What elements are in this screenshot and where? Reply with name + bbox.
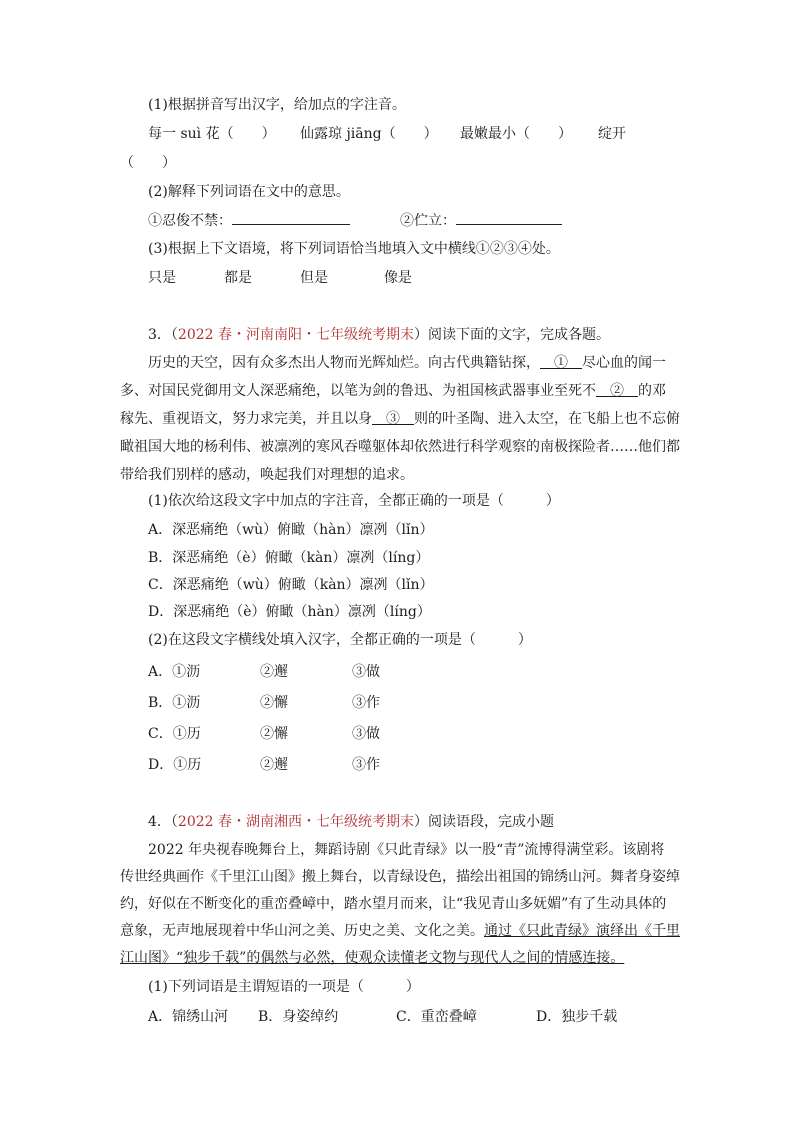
q2-fill-1: 每一 suì 花（ ）	[148, 126, 276, 142]
q3-sub2-option-b[interactable]	[148, 693, 200, 713]
q4-source: 2022 春・湖南湘西・七年级统考期末	[177, 814, 415, 830]
q3-sub1: (1)依次给这段文字中加点的字注音，全都正确的一项是（ ）	[148, 493, 560, 509]
option-part: C．①历	[148, 726, 201, 742]
passage-text: 历史的天空，因有众多杰出人物而光辉灿烂。向古代典籍钻探，	[148, 355, 540, 371]
q3-number: 3．（	[148, 327, 178, 343]
answer-blank[interactable]	[456, 210, 562, 225]
q4-passage-line-3: 约，好似在不断变化的重峦叠嶂中，踏水望月而来，让“我见青山多妩媚”有了生动具体的	[120, 896, 667, 912]
q2-fill-4-wrap: （ ）	[120, 155, 176, 171]
q3-passage-line-2	[120, 381, 666, 401]
q3-sub2-option-c-3: ③做	[352, 726, 380, 742]
q3-sub2-option-a-2: ②邂	[260, 664, 288, 680]
q3-passage-line-3	[120, 409, 680, 429]
q2-sub1: (1)根据拼音写出汉字，给加点的字注音。	[148, 97, 406, 113]
q3-sub1-option-d[interactable]: D．深恶痛绝（è）俯瞰（hàn）凛冽（líng）	[148, 604, 431, 620]
q3-sub2-option-b-3: ③作	[352, 695, 380, 711]
q4-sub1-option-d[interactable]: D．独步千载	[536, 1009, 618, 1025]
q4-sub1: (1)下列词语是主谓短语的一项是（ ）	[148, 979, 420, 995]
underlined-sentence: 通过《只此青绿》演绎出《千里	[484, 923, 680, 939]
q3-passage-line-5: 带给我们别样的感动，唤起我们对理想的追求。	[120, 467, 414, 483]
passage-text: 则的叶圣陶、进入太空，在飞船上也不忘俯	[414, 411, 680, 427]
q3-sub1-option-b[interactable]: B．深恶痛绝（è）俯瞰（kàn）凛冽（líng）	[148, 550, 430, 566]
passage-text: 稼先、重视语文，努力求完美，并且以身	[120, 411, 372, 427]
q2-word-3: 但是	[300, 270, 328, 286]
q2-def1-label: ①忍俊不禁：	[148, 213, 232, 229]
q2-word-4: 像是	[384, 270, 412, 286]
option-part: D．①历	[148, 757, 202, 773]
passage-text: 意象，无声地展现着中华山河之美、历史之美、文化之美。	[120, 923, 484, 939]
passage-blank-1	[540, 355, 582, 371]
option-part: B．①沥	[148, 695, 201, 711]
q2-word-2: 都是	[224, 270, 252, 286]
q3-sub2: (2)在这段文字横线处填入汉字，全都正确的一项是（ ）	[148, 632, 532, 648]
q2-sub2: (2)解释下列词语在文中的意思。	[148, 184, 350, 200]
blank-marker: ③	[386, 411, 400, 427]
q2-fill-3: 最嫩最小（ ）	[460, 126, 572, 142]
q3-sub2-option-a[interactable]	[148, 662, 200, 682]
q3-source: 2022 春・河南南阳・七年级统考期末	[177, 327, 415, 343]
q3-sub1-option-a[interactable]: A．深恶痛绝（wù）俯瞰（hàn）凛冽（lǐn）	[148, 522, 434, 538]
q2-sub3: (3)根据上下文语境，将下列词语恰当地填入文中横线①②③④处。	[148, 241, 560, 257]
passage-blank-2	[596, 383, 638, 399]
q3-sub2-option-d[interactable]	[148, 755, 201, 775]
q4-passage-line-4	[120, 921, 680, 941]
q2-def2-label: ②伫立：	[400, 213, 456, 229]
q2-def2	[400, 210, 562, 231]
q3-header	[148, 325, 610, 345]
passage-blank-3	[372, 411, 414, 427]
q4-number: 4．（	[148, 814, 178, 830]
q4-header	[148, 812, 554, 832]
q4-sub1-option-a[interactable]: A．锦绣山河	[148, 1009, 229, 1025]
q2-def1	[148, 210, 350, 231]
blank-marker: ②	[610, 383, 624, 399]
q3-sub2-option-d-3: ③作	[352, 757, 380, 773]
q2-word-1: 只是	[148, 270, 176, 286]
q4-instruction: ）阅读语段，完成小题	[414, 814, 555, 830]
passage-text: 的邓	[638, 383, 666, 399]
passage-text: 尽心血的闻一	[582, 355, 666, 371]
q4-passage-line-1: 2022 年央视春晚舞台上，舞蹈诗剧《只此青绿》以一股“青”流博得满堂彩。该剧将	[148, 842, 665, 858]
q4-sub1-option-c[interactable]: C．重峦叠嶂	[396, 1009, 477, 1025]
answer-blank[interactable]	[232, 210, 350, 225]
q3-passage-line-4: 瞰祖国大地的杨利伟、被凛冽的寒风吞噬躯体却依然进行科学观察的南极探险者……他们都	[120, 439, 680, 455]
q3-sub1-option-c[interactable]: C．深恶痛绝（wù）俯瞰（kàn）凛冽（lǐn）	[148, 577, 434, 593]
q3-sub2-option-d-2: ②邂	[260, 757, 288, 773]
q3-sub2-option-b-2: ②懈	[260, 695, 288, 711]
blank-marker: ①	[554, 355, 568, 371]
q2-fill-2: 仙露琼 jiāng（ ）	[300, 126, 438, 142]
q4-passage-line-5: 江山图》“独步千载”的偶然与必然，使观众读懂老文物与现代人之间的情感连接。	[120, 950, 625, 966]
q4-sub1-option-b[interactable]: B．身姿绰约	[258, 1009, 339, 1025]
option-part: A．①沥	[148, 664, 201, 680]
q3-passage-line-1	[148, 353, 666, 373]
q3-sub2-option-a-3: ③做	[352, 664, 380, 680]
q2-fill-4: 绽开	[598, 126, 626, 142]
q3-instruction: ）阅读下面的文字，完成各题。	[414, 327, 611, 343]
q3-sub2-option-c[interactable]	[148, 724, 201, 744]
q3-sub2-option-c-2: ②懈	[260, 726, 288, 742]
q4-passage-line-2: 传世经典画作《千里江山图》搬上舞台，以青绿设色，描绘出祖国的锦绣山河。舞者身姿绰	[120, 869, 680, 885]
passage-text: 多、对国民党御用文人深恶痛绝，以笔为剑的鲁迅、为祖国核武器事业至死不	[120, 383, 596, 399]
